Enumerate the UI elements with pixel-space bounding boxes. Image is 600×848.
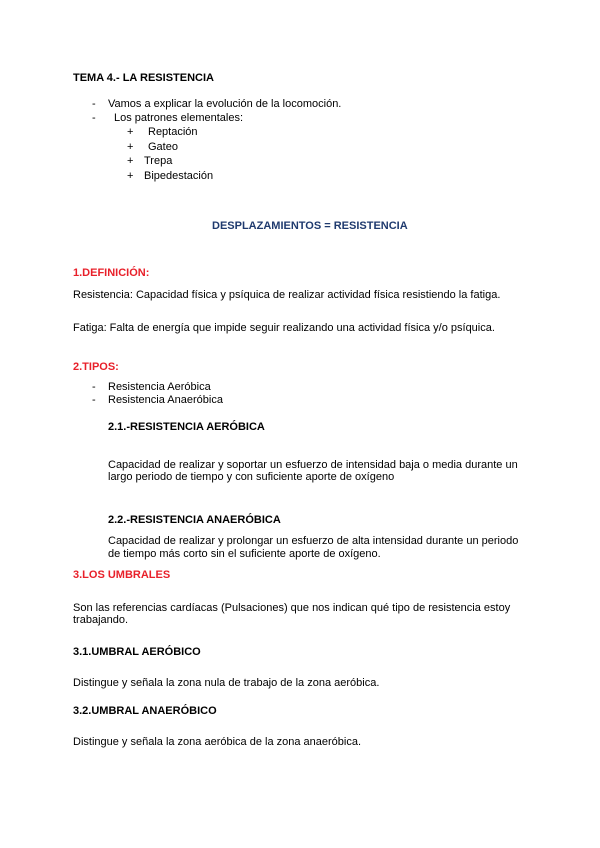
pattern-item: Trepa <box>144 155 173 167</box>
type-item: Resistencia Aeróbica <box>108 381 211 393</box>
aerobica-description-line-1: Capacidad de realizar y soportar un esfuerzo de intensidad baja o media durante un <box>108 459 518 471</box>
intro-bullet-1: Vamos a explicar la evolución de la locomoción. <box>108 98 342 110</box>
bullet-dash: - <box>92 112 96 124</box>
anaerobica-description-line-2: de tiempo más corto sin el suficiente aporte de oxígeno. <box>108 548 381 560</box>
bullet-dash: - <box>92 98 96 110</box>
aerobica-description-line-2: largo periodo de tiempo y con suficiente aporte de oxígeno <box>108 471 395 483</box>
section-heading-tipos: 2.TIPOS: <box>73 361 119 373</box>
pattern-item: Gateo <box>148 141 178 153</box>
umbral-anaerobico-text: Distingue y señala la zona aeróbica de la zona anaeróbica. <box>73 736 362 748</box>
section-heading-definicion: 1.DEFINICIÓN: <box>73 267 150 279</box>
section-heading-umbrales: 3.LOS UMBRALES <box>73 569 171 581</box>
bullet-plus: + <box>127 141 134 153</box>
umbral-aerobico-text: Distingue y señala la zona nula de trabajo de la zona aeróbica. <box>73 677 380 689</box>
anaerobica-description-line-1: Capacidad de realizar y prolongar un esfuerzo de alta intensidad durante un periodo <box>108 535 519 547</box>
bullet-plus: + <box>127 126 134 138</box>
intro-bullet-2: Los patrones elementales: <box>114 112 244 124</box>
umbrales-description-line-2: trabajando. <box>73 614 129 626</box>
bullet-dash: - <box>92 381 96 393</box>
subsection-heading-umbral-anaerobico: 3.2.UMBRAL ANAERÓBICO <box>73 705 217 717</box>
umbrales-description-line-1: Son las referencias cardíacas (Pulsaciones) que nos indican qué tipo de resistencia estoy <box>73 602 511 614</box>
bullet-plus: + <box>127 155 134 167</box>
pattern-item: Bipedestación <box>144 170 214 182</box>
bullet-plus: + <box>127 170 134 182</box>
bullet-dash: - <box>92 394 96 406</box>
pattern-item: Reptación <box>148 126 198 138</box>
subsection-heading-aerobica: 2.1.-RESISTENCIA AERÓBICA <box>108 421 265 433</box>
subsection-heading-anaerobica: 2.2.-RESISTENCIA ANAERÓBICA <box>108 514 281 526</box>
subsection-heading-umbral-aerobico: 3.1.UMBRAL AERÓBICO <box>73 646 201 658</box>
definition-fatiga: Fatiga: Falta de energía que impide seguir realizando una actividad física y/o psíquica. <box>73 322 495 334</box>
document-title: TEMA 4.- LA RESISTENCIA <box>73 72 214 84</box>
definition-resistencia: Resistencia: Capacidad física y psíquica de realizar actividad física resistiendo la fatiga. <box>73 289 501 301</box>
type-item: Resistencia Anaeróbica <box>108 394 223 406</box>
centered-heading: DESPLAZAMIENTOS = RESISTENCIA <box>212 220 408 232</box>
